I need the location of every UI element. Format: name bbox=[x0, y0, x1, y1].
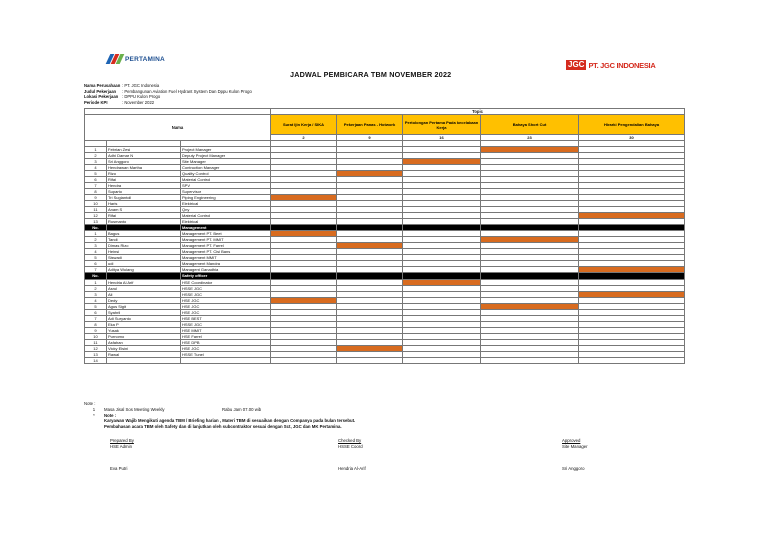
topic-cell bbox=[403, 357, 481, 363]
topic-code-cell: 23 bbox=[481, 135, 579, 141]
person-name: Ali bbox=[107, 291, 181, 297]
person-name: Asfahan bbox=[107, 339, 181, 345]
pertamina-wordmark: PERTAMINA bbox=[125, 55, 165, 63]
row-number: 1 bbox=[85, 231, 107, 237]
row-number: 4 bbox=[85, 249, 107, 255]
note-bullet: * bbox=[93, 412, 95, 418]
section-no-label: No. bbox=[85, 224, 107, 231]
person-name: Rifai bbox=[107, 176, 181, 182]
jgc-logo-box: JGC bbox=[568, 60, 585, 69]
row-number: 3 bbox=[85, 291, 107, 297]
person-role: Supervisor bbox=[181, 188, 271, 194]
info-row bbox=[84, 100, 252, 106]
row-number: 4 bbox=[85, 297, 107, 303]
person-name bbox=[107, 357, 181, 363]
person-role: HSE JGC bbox=[181, 297, 271, 303]
person-role: HSE BEST bbox=[181, 315, 271, 321]
signature-checked bbox=[338, 438, 363, 449]
pertamina-mark-icon bbox=[108, 54, 122, 64]
person-role: SPV bbox=[181, 182, 271, 188]
person-role: Contruction Manager bbox=[181, 164, 271, 170]
row-number: 3 bbox=[85, 158, 107, 164]
project-info bbox=[84, 83, 252, 105]
signer-name: Hendria Al-Arif bbox=[338, 466, 366, 471]
person-role: Management PT. MMIT bbox=[181, 237, 271, 243]
person-name: Siswadi bbox=[107, 255, 181, 261]
person-role: HSSE JGC bbox=[181, 291, 271, 297]
row-number: 5 bbox=[85, 170, 107, 176]
row-number: 9 bbox=[85, 194, 107, 200]
signature-approved bbox=[562, 438, 588, 449]
topic-group-label: Topic bbox=[271, 109, 685, 115]
row-number: 5 bbox=[85, 255, 107, 261]
person-role: HSE JGC bbox=[181, 303, 271, 309]
row-number: 9 bbox=[85, 327, 107, 333]
info-value: : PT. JGC Indonesia bbox=[122, 83, 160, 88]
row-number: 11 bbox=[85, 206, 107, 212]
person-role: Management PT. Farrel bbox=[181, 243, 271, 249]
topic-header-cell: Pertolongan Pertama Pada kecelakaan Kerja bbox=[403, 115, 481, 135]
table-row bbox=[85, 357, 685, 363]
signer-name: Eva Putri bbox=[110, 466, 128, 471]
row-number: 12 bbox=[85, 345, 107, 351]
person-name: Aditya Wulang bbox=[107, 267, 181, 273]
row-number: 8 bbox=[85, 321, 107, 327]
topic-label-row bbox=[85, 115, 685, 135]
person-name: Hendra bbox=[107, 182, 181, 188]
row-number: 1 bbox=[85, 279, 107, 285]
person-role: HSE MMIT bbox=[181, 327, 271, 333]
person-name: Tri Sugiantoll bbox=[107, 194, 181, 200]
topic-code-cell: 16 bbox=[403, 135, 481, 141]
row-number: 2 bbox=[85, 237, 107, 243]
document-title: JADWAL PEMBICARA TBM NOVEMBER 2022 bbox=[290, 70, 452, 79]
person-role bbox=[181, 357, 271, 363]
info-value: : Pembangunan Aviation Fuel Hydrant System Dan Dppu Kulon Progo bbox=[122, 88, 252, 94]
person-role: Management PT. Beet bbox=[181, 231, 271, 237]
signature-label: Prepared By bbox=[110, 438, 134, 443]
row-number: 14 bbox=[85, 357, 107, 363]
person-name: Agus Sigit bbox=[107, 303, 181, 309]
person-name: Bagus bbox=[107, 231, 181, 237]
topic-cell bbox=[579, 357, 685, 363]
notes-section bbox=[84, 401, 684, 430]
section-title: Safety officer bbox=[181, 273, 271, 280]
person-name: Rizo bbox=[107, 170, 181, 176]
person-name: Adi Suryanto bbox=[107, 315, 181, 321]
person-name: Haris bbox=[107, 200, 181, 206]
person-name: Dimas Rizo bbox=[107, 243, 181, 249]
person-role: Material Control bbox=[181, 212, 271, 218]
topic-header-cell: Surat Ijin Kerja / SIKA bbox=[271, 115, 337, 135]
signature-role: Site Manager bbox=[562, 443, 588, 449]
person-role: Qny bbox=[181, 206, 271, 212]
person-role: HSE JGC bbox=[181, 345, 271, 351]
row-number: 2 bbox=[85, 285, 107, 291]
person-name: Tandi bbox=[107, 237, 181, 243]
topic-code-cell: 9 bbox=[337, 135, 403, 141]
row-number: 8 bbox=[85, 188, 107, 194]
person-name: Adhi Damar N bbox=[107, 152, 181, 158]
person-role: HSE DPB bbox=[181, 339, 271, 345]
person-role: Site Manager bbox=[181, 158, 271, 164]
info-value: : November 2022 bbox=[122, 99, 155, 105]
section-no-label: No. bbox=[85, 273, 107, 280]
person-name: Purnomo bbox=[107, 333, 181, 339]
row-number: 12 bbox=[85, 212, 107, 218]
row-number: 5 bbox=[85, 303, 107, 309]
person-name: Rifai bbox=[107, 212, 181, 218]
info-key: Nama Perusahaan bbox=[84, 83, 121, 88]
topic-cell bbox=[337, 357, 403, 363]
row-number: 13 bbox=[85, 218, 107, 224]
signature-prepared bbox=[110, 438, 134, 449]
topic-cell bbox=[481, 357, 579, 363]
person-role: Quality Control bbox=[181, 170, 271, 176]
topic-header-cell: Hirarki Pengendalian Bahaya bbox=[579, 115, 685, 135]
person-name: Syahril bbox=[107, 309, 181, 315]
person-name: Suparto bbox=[107, 188, 181, 194]
person-name: Febrian Zesi bbox=[107, 146, 181, 152]
person-name: Rawal bbox=[107, 351, 181, 357]
topic-code-cell: 2 bbox=[271, 135, 337, 141]
person-role: Project Manager bbox=[181, 146, 271, 152]
person-role: Material Control bbox=[181, 176, 271, 182]
jgc-logo bbox=[566, 60, 655, 70]
person-role: HSE Farrel bbox=[181, 333, 271, 339]
row-number: 3 bbox=[85, 243, 107, 249]
person-role: Managent Ganadhia bbox=[181, 267, 271, 273]
person-role: HSE Coordinator bbox=[181, 279, 271, 285]
note-item-text: Masa Jisal Sos Meeting Weekly bbox=[104, 406, 165, 412]
row-number: 6 bbox=[85, 261, 107, 267]
note-subtitle: Note : bbox=[104, 412, 117, 418]
person-role: HSSE JGC bbox=[181, 285, 271, 291]
info-value: : DPPU Kulon Progo bbox=[122, 94, 161, 100]
row-number: 13 bbox=[85, 351, 107, 357]
signature-label: Checked By bbox=[338, 438, 362, 443]
row-number: 10 bbox=[85, 333, 107, 339]
person-role: Piping Engineering bbox=[181, 194, 271, 200]
person-name: Sri Anggoro bbox=[107, 158, 181, 164]
row-number: 1 bbox=[85, 146, 107, 152]
person-name: Eka P bbox=[107, 321, 181, 327]
note-line-2: Pembahasan acara TBM oleh Safety dan di lanjutkan oleh subcontraktor sesuai dengan Sct, JGC dan MK Pertamina. bbox=[104, 424, 342, 430]
topic-cell bbox=[271, 357, 337, 363]
person-role: Elektrical bbox=[181, 200, 271, 206]
person-name: Yusak bbox=[107, 327, 181, 333]
row-number: 4 bbox=[85, 164, 107, 170]
info-key: Periode KPI bbox=[84, 99, 108, 105]
signature-role: HSSE Coord bbox=[338, 443, 363, 449]
person-name: Rusmanto bbox=[107, 218, 181, 224]
row-number: 7 bbox=[85, 315, 107, 321]
person-name: udi bbox=[107, 261, 181, 267]
note-item-time: Rabu Jam 07.00 wib bbox=[222, 406, 262, 412]
person-name: Hendria Al Arif bbox=[107, 279, 181, 285]
row-number: 10 bbox=[85, 200, 107, 206]
section-title: Management bbox=[181, 224, 271, 231]
person-name: Anam S bbox=[107, 206, 181, 212]
note-line-1: Karyawan Wajib Mengikuti agenda TBM / Briefing harian , Materi TBM di sesuaikan dengan Companya pada bulan tersebut. bbox=[104, 418, 356, 424]
signature-label: Approved bbox=[562, 438, 581, 443]
person-role: HSE JGC bbox=[181, 309, 271, 315]
pertamina-logo bbox=[108, 54, 165, 64]
person-name: Hendrawan Martha bbox=[107, 164, 181, 170]
person-role: Elektrical bbox=[181, 218, 271, 224]
person-role: HSSE Tunel bbox=[181, 351, 271, 357]
person-role: Management Mandra bbox=[181, 261, 271, 267]
topic-code-cell: 30 bbox=[579, 135, 685, 141]
topic-header-cell: Bahaya Short Cut bbox=[481, 115, 579, 135]
name-column-header: Nama bbox=[85, 115, 271, 141]
person-name: Heinsi bbox=[107, 249, 181, 255]
person-role: Management MMIT bbox=[181, 255, 271, 261]
info-key: Lokasi Pekerjaan bbox=[84, 94, 119, 100]
person-role: Deputy Project Manager bbox=[181, 152, 271, 158]
row-number: 11 bbox=[85, 339, 107, 345]
person-name: Asrul bbox=[107, 285, 181, 291]
note-item-number: 1 bbox=[92, 406, 96, 412]
signature-role: HSE Admin bbox=[110, 443, 132, 449]
jgc-logo-text: PT. JGC INDONESIA bbox=[588, 60, 656, 70]
row-number: 7 bbox=[85, 182, 107, 188]
notes-label: Note : bbox=[84, 401, 96, 406]
row-number: 7 bbox=[85, 267, 107, 273]
topic-header-cell: Pekerjaan Panas - Hotwork bbox=[337, 115, 403, 135]
person-role: Management PT. Cisi Bans bbox=[181, 249, 271, 255]
row-number: 2 bbox=[85, 152, 107, 158]
person-name: Dedy bbox=[107, 297, 181, 303]
person-name: Vicky Elsini bbox=[107, 345, 181, 351]
schedule-table bbox=[84, 108, 685, 364]
person-role: HSSE JGC bbox=[181, 321, 271, 327]
info-key: Judul Pekerjaan bbox=[84, 88, 117, 94]
row-number: 6 bbox=[85, 309, 107, 315]
row-number: 6 bbox=[85, 176, 107, 182]
signer-name: Sri Anggoro bbox=[562, 466, 585, 471]
